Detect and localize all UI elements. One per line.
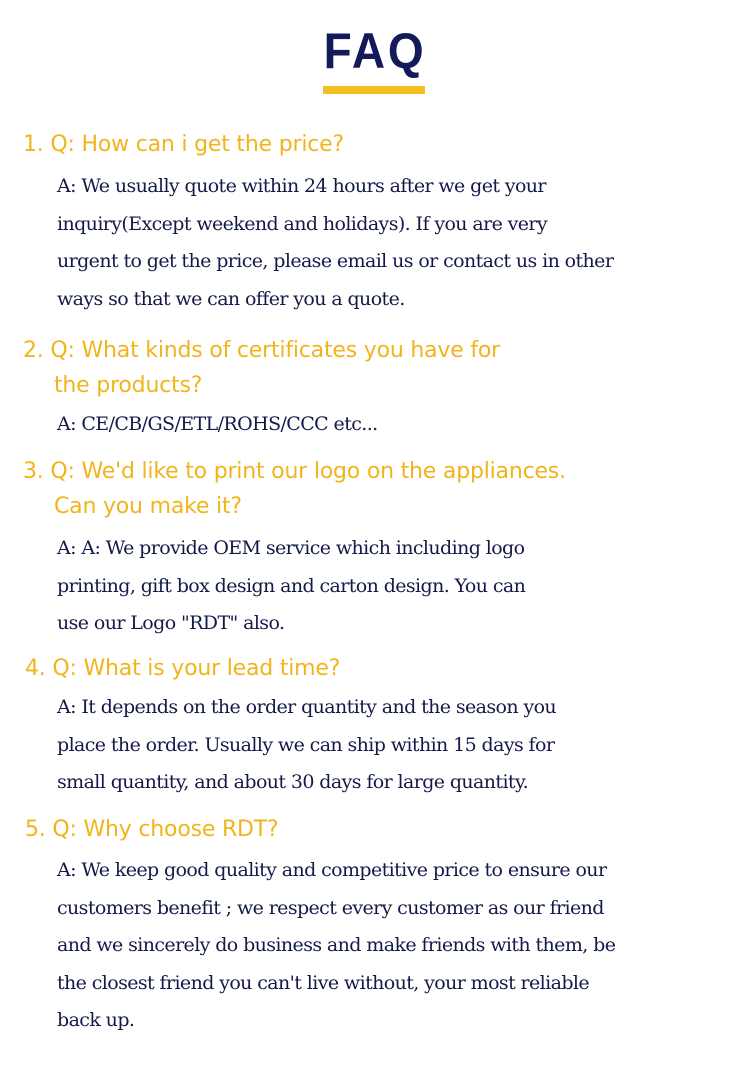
faq-question-2	[23, 333, 500, 403]
answer-line: small quantity, and about 30 days for large quantity.	[57, 771, 529, 793]
answer-line: the closest friend you can't live without, your most reliable	[57, 971, 590, 994]
faq-question-3	[23, 454, 566, 524]
answer-line: A: It depends on the order quantity and the season you	[57, 696, 557, 718]
answer-line: A: A: We provide OEM service which including logo	[57, 537, 525, 559]
faq-question-1	[23, 127, 344, 162]
faq-answer-4	[57, 689, 556, 802]
faq-answer-1	[57, 168, 613, 318]
answer-line: place the order. Usually we can ship within 15 days for	[57, 733, 555, 756]
answer-line: urgent to get the price, please email us or contact us in other	[57, 250, 614, 272]
answer-line: inquiry(Except weekend and holidays). If you are very	[57, 212, 548, 235]
faq-answer-5	[57, 852, 615, 1040]
faq-answer-2	[57, 406, 378, 444]
page-title: FAQ	[323, 23, 427, 79]
answer-line: A: We keep good quality and competitive price to ensure our	[57, 859, 607, 881]
question-line: Can you make it?	[54, 494, 242, 519]
question-line: 3. Q: We'd like to print our logo on the appliances.	[23, 459, 566, 484]
answer-line: A: We usually quote within 24 hours after we get your	[57, 175, 546, 197]
question-line: 1. Q: How can i get the price?	[23, 132, 344, 157]
faq-question-5	[25, 812, 279, 847]
answer-line: customers benefit ; we respect every customer as our friend	[57, 896, 604, 919]
answer-line: use our Logo "RDT" also.	[57, 612, 285, 634]
question-line: 5. Q: Why choose RDT?	[25, 817, 279, 842]
answer-line: ways so that we can offer you a quote.	[57, 287, 405, 310]
question-line: 2. Q: What kinds of certificates you have for	[23, 338, 501, 363]
title-underline	[323, 86, 425, 94]
answer-line: printing, gift box design and carton design. You can	[57, 574, 526, 597]
question-line: the products?	[54, 373, 203, 398]
answer-line: and we sincerely do business and make friends with them, be	[57, 934, 616, 956]
faq-answer-3	[57, 530, 525, 643]
faq-question-4	[25, 651, 340, 686]
question-line: 4. Q: What is your lead time?	[25, 656, 341, 681]
answer-line: A: CE/CB/GS/ETL/ROHS/CCC etc...	[57, 413, 378, 435]
answer-line: back up.	[57, 1009, 135, 1031]
